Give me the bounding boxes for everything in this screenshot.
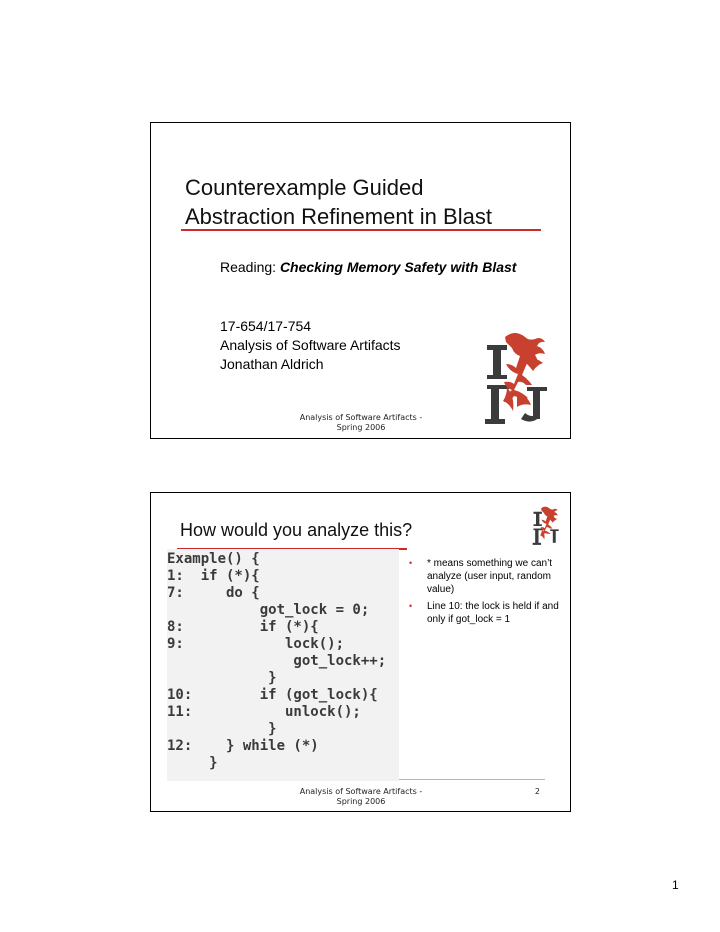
title-line-1: Counterexample Guided — [185, 175, 424, 200]
isri-griffin-logo-icon — [529, 505, 564, 547]
instructor-name: Jonathan Aldrich — [220, 356, 324, 372]
code-line: got_lock = 0; — [167, 602, 370, 618]
list-item — [409, 557, 564, 596]
code-line: got_lock++; — [167, 653, 387, 669]
code-line: 11: unlock(); — [167, 704, 361, 720]
bullet-icon: • — [409, 601, 413, 611]
footer-line-2: Spring 2006 — [336, 797, 386, 806]
slide-1 — [150, 122, 571, 439]
course-number: 17-654/17-754 — [220, 318, 312, 334]
code-line: Example() { — [167, 551, 260, 567]
code-line: 8: if (*){ — [167, 619, 319, 635]
course-name: Analysis of Software Artifacts — [220, 337, 401, 353]
footer-line-1: Analysis of Software Artifacts - — [299, 787, 423, 796]
footer-line-1: Analysis of Software Artifacts - — [299, 413, 423, 422]
title-underline — [181, 229, 541, 231]
list-item — [409, 600, 564, 626]
code-line: 1: if (*){ — [167, 568, 260, 584]
reading-assignment — [220, 259, 540, 276]
slide-number: 2 — [534, 787, 540, 796]
footer-line-2: Spring 2006 — [336, 423, 386, 432]
reading-reference: Checking Memory Safety with Blast — [279, 259, 517, 275]
code-example — [167, 549, 399, 781]
bullet-text: Line 10: the lock is held if and only if got_lock = 1 — [427, 601, 559, 625]
footer-rule — [399, 779, 545, 780]
slide-2 — [150, 492, 571, 812]
slide-2-title: How would you analyze this? — [180, 520, 413, 540]
code-line: 9: lock(); — [167, 636, 345, 652]
code-line: } — [167, 755, 218, 771]
reading-label: Reading: — [220, 259, 280, 275]
slide-1-footer — [291, 413, 431, 433]
course-info — [220, 317, 401, 374]
bullet-text: * means something we can’t analyze (user input, random value) — [427, 558, 553, 595]
bullet-icon: • — [409, 558, 413, 568]
code-line: 10: if (got_lock){ — [167, 687, 378, 703]
isri-griffin-logo-icon — [477, 329, 559, 429]
code-line: 7: do { — [167, 585, 260, 601]
code-line: 12: } while (*) — [167, 738, 319, 754]
code-line: } — [167, 721, 277, 737]
title-line-2: Abstraction Refinement in Blast — [185, 204, 492, 229]
slide-2-footer — [291, 787, 431, 807]
bullet-list — [409, 557, 564, 630]
code-line: } — [167, 670, 277, 686]
slide-1-title — [185, 173, 545, 231]
page-number: 1 — [672, 878, 679, 892]
